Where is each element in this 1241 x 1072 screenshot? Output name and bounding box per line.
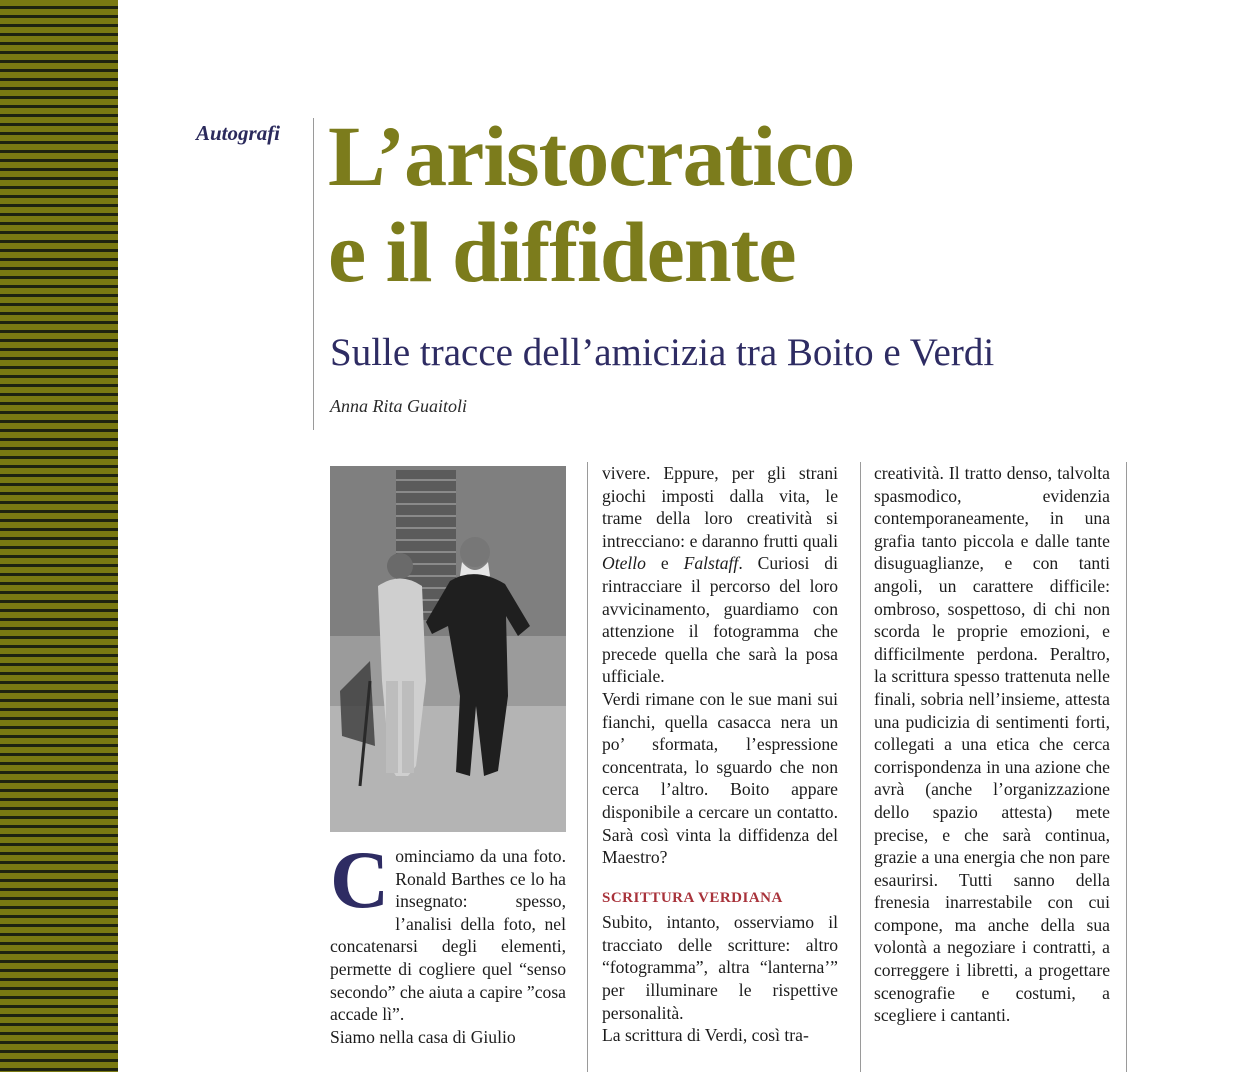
article-subtitle: Sulle tracce dell’amicizia tra Boito e Verdi	[330, 331, 995, 374]
body-paragraph: vivere. Eppure, per gli strani giochi imposti dalla vita, le trame della loro creatività si intrecciano: e daranno frutti quali Otello e Falstaff. Curiosi di rintracciare il percorso del loro avvicinamento, guardiamo con attenzione il fotogramma che precede quella che sarà la posa ufficiale.	[602, 463, 838, 687]
body-paragraph: Subito, intanto, osserviamo il tracciato delle scritture: altro “fotogramma”, altra “lanterna’” per illuminare le rispettive personalità.	[602, 912, 838, 1023]
decorative-stripe-bar	[0, 0, 118, 1072]
title-line-1: L’aristocratico	[328, 108, 855, 204]
text-column-1	[330, 834, 566, 1048]
opening-paragraph: Cominciamo da una foto. Ronald Barthes ce lo ha insegnato: spesso, l’analisi della foto, nel concatenarsi degli elementi, permette di cogliere quel “senso secondo” che aiuta a capire ”cosa accade lì”.	[330, 834, 566, 1025]
header-divider	[313, 118, 314, 430]
body-paragraph: Siamo nella casa di Giulio	[330, 1026, 516, 1047]
body-paragraph: Verdi rimane con le sue mani sui fianchi, quella casacca nera un po’ sformata, l’espressione concentrata, lo sguardo che non cerca l’altro. Boito appare disponibile a cercare un contatto. Sarà così vinta la diffidenza del Maestro?	[602, 688, 838, 868]
column-divider-left	[587, 462, 588, 1072]
section-label: Autografi	[196, 121, 281, 145]
section-subhead: SCRITTURA VERDIANA	[602, 889, 783, 906]
text-column-2	[602, 462, 838, 1047]
author-byline: Anna Rita Guaitoli	[330, 396, 467, 416]
right-edge-rule	[1126, 462, 1127, 1072]
body-paragraph: creatività. Il tratto denso, talvolta spasmodico, evidenzia contemporaneamente, in una grafia tanto piccola e dalle tante disuguaglianze, e con tanti angoli, un carattere difficile: ombroso, sospettoso, di chi non scorda le proprie emozioni, e difficilmente perdona. Peraltro, la scrittura spesso trattenuta nelle finali, sobria nell’insieme, attesta una pudicizia di sentimenti forti, collegati a una etica che cerca corrispondenza in una azione che avrà (anche l’organizzazione dello spazio attesta) mete precise, e che sarà continua, grazie a una energia che non pare esaurirsi. Tutti sanno della frenesia inarrestabile con cui compone, ma anche della sua volontà a negoziare i contratti, a correggere i libretti, a progettare scenografie e costumi, a scegliere i cantanti.	[874, 463, 1110, 1026]
text-column-3	[874, 462, 1110, 1027]
historical-photo	[330, 466, 566, 832]
drop-cap: C	[330, 834, 390, 925]
title-line-2: e il diffidente	[328, 204, 796, 300]
article-title	[328, 108, 854, 300]
column-divider-right	[860, 462, 861, 1072]
body-paragraph: La scrittura di Verdi, così tra-	[602, 1025, 809, 1046]
